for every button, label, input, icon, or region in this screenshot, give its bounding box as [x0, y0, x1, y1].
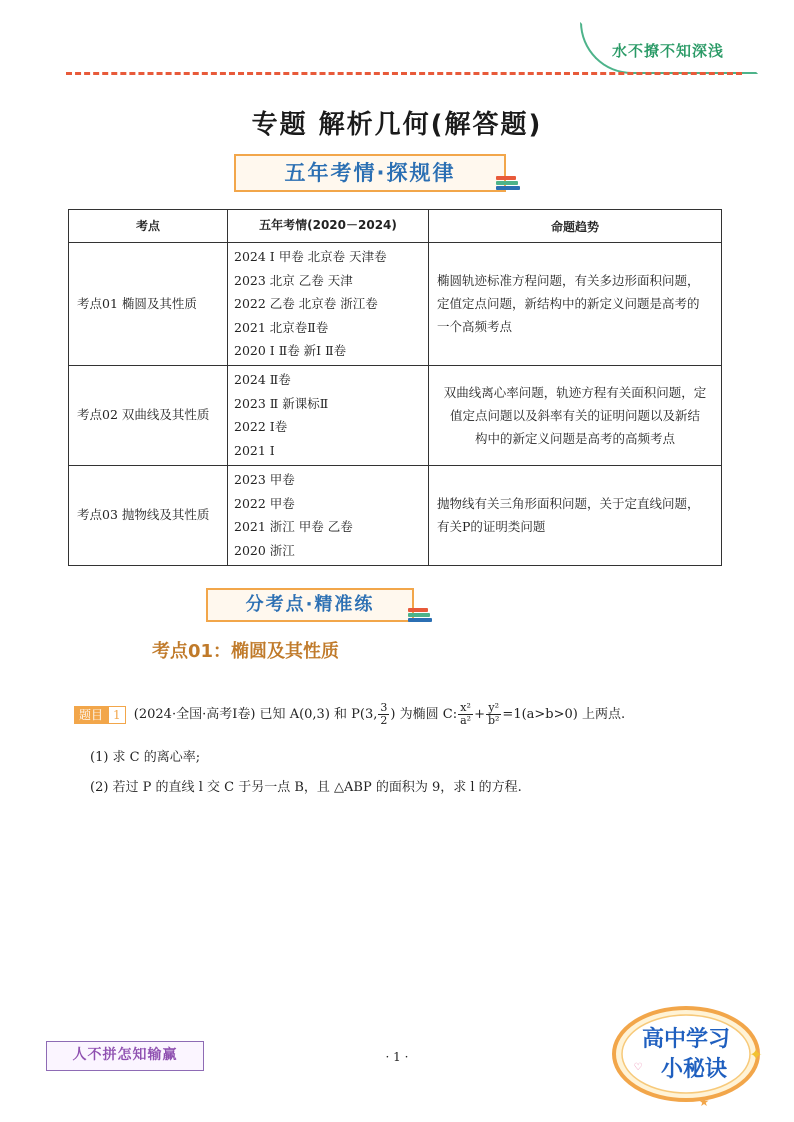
trend-line: 双曲线离心率问题，轨迹方程有关面积问题，定: [443, 384, 707, 400]
year-entry: 2023 Ⅱ 新课标Ⅱ: [234, 395, 329, 411]
books-icon: [496, 176, 520, 194]
question-stem: [74, 701, 625, 729]
trend-cell: [429, 465, 722, 565]
practice-banner: [206, 588, 414, 622]
header-divider: [66, 72, 742, 75]
year-entry: 2020 Ⅰ Ⅱ卷 新Ⅰ Ⅱ卷: [234, 343, 347, 358]
year-entry: 2022 Ⅰ卷: [234, 419, 288, 434]
table-row: [69, 243, 722, 366]
star-icon: ★: [698, 1095, 710, 1109]
header-trend: 命题趋势: [429, 210, 722, 243]
header-years: 五年考情(2020－2024): [228, 210, 429, 243]
trend-banner: [234, 154, 506, 192]
question-text-a: (2024·全国·高考Ⅰ卷) 已知 A(0,3) 和 P: [133, 707, 360, 722]
fraction-numerator: x²: [458, 702, 473, 715]
books-icon: [408, 608, 432, 626]
year-entry: 2020 浙江: [234, 542, 295, 558]
trend-line: 有关P的证明类问题: [437, 519, 546, 534]
trend-line: 抛物线有关三角形面积问题，关于定直线问题，: [437, 496, 700, 511]
year-entry: 2021 浙江 甲卷 乙卷: [234, 519, 353, 534]
point-close: ): [390, 707, 396, 722]
year-entry: 2023 北京 乙卷 天津: [234, 272, 353, 288]
table-row: [69, 465, 722, 565]
table-header-row: [69, 210, 722, 243]
heart-icon: ♡: [633, 1062, 643, 1073]
question-part-1: (1) 求 C 的离心率;: [90, 750, 201, 765]
header-topic: 考点: [69, 210, 228, 243]
point-open: (3,: [359, 707, 378, 722]
question-text-b: 为椭圆 C:: [399, 707, 458, 722]
year-entry: 2021 Ⅰ: [234, 442, 275, 458]
trend-cell: [429, 243, 722, 366]
year-entry: 2022 甲卷: [234, 495, 295, 511]
fraction-denominator: a²: [460, 714, 472, 727]
years-cell: [228, 365, 429, 465]
footer-motto: 人不拼怎知输赢: [46, 1041, 204, 1071]
years-cell: [228, 243, 429, 366]
fraction-numerator: 3: [380, 701, 388, 714]
table-row: [69, 365, 722, 465]
trend-cell: [429, 365, 722, 465]
trend-line: 构中的新定义问题是高考的高频考点: [474, 430, 675, 446]
topic-cell: 考点02 双曲线及其性质: [69, 365, 228, 465]
logo-line-1: 高中学习: [641, 1027, 731, 1052]
logo-line-2: 小秘诀: [660, 1057, 728, 1082]
years-cell: [228, 465, 429, 565]
sparkle-icon: ✦: [749, 1045, 763, 1064]
plus-sign: +: [474, 707, 485, 722]
year-entry: 2024 Ⅱ卷: [234, 372, 291, 387]
fraction-numerator: y²: [486, 702, 501, 715]
practice-banner-label: 分考点·精准练: [245, 594, 375, 615]
exam-trend-table: [68, 209, 722, 566]
year-entry: 2023 甲卷: [234, 472, 295, 487]
fraction-y-over-b: [486, 702, 501, 727]
year-entry: 2024 Ⅰ 甲卷 北京卷 天津卷: [234, 249, 387, 264]
header-motto: 水不撩不知深浅: [611, 42, 724, 60]
study-tips-logo: [606, 1004, 772, 1110]
fraction-denominator: b²: [487, 714, 500, 727]
fraction-3-2: [378, 702, 389, 727]
topic-cell: 考点01 椭圆及其性质: [69, 243, 228, 366]
question-part-2: (2) 若过 P 的直线 l 交 C 于另一点 B，且 △ABP 的面积为 9，求 l 的方程.: [90, 780, 522, 795]
topic-cell: 考点03 抛物线及其性质: [69, 465, 228, 565]
page-title: 专题 解析几何(解答题): [251, 110, 543, 140]
fraction-denominator: 2: [380, 714, 388, 727]
question-text-c: =1(a>b>0) 上两点.: [502, 707, 626, 722]
year-entry: 2021 北京卷Ⅱ卷: [234, 319, 329, 335]
question-number: 1: [108, 706, 126, 724]
section-heading: 考点01：椭圆及其性质: [152, 641, 340, 662]
page-number: · 1 ·: [385, 1050, 409, 1064]
trend-line: 定值定点问题，新结构中的新定义问题是高考的: [437, 296, 700, 312]
question-tag: 题目: [74, 706, 108, 724]
trend-line: 值定点问题以及斜率有关的证明问题以及新结: [449, 407, 700, 423]
trend-banner-label: 五年考情·探规律: [284, 161, 456, 185]
fraction-x-over-a: [458, 702, 473, 727]
trend-line: 椭圆轨迹标准方程问题，有关多边形面积问题，: [437, 273, 700, 289]
year-entry: 2022 乙卷 北京卷 浙江卷: [234, 296, 378, 311]
trend-line: 一个高频考点: [437, 319, 513, 335]
